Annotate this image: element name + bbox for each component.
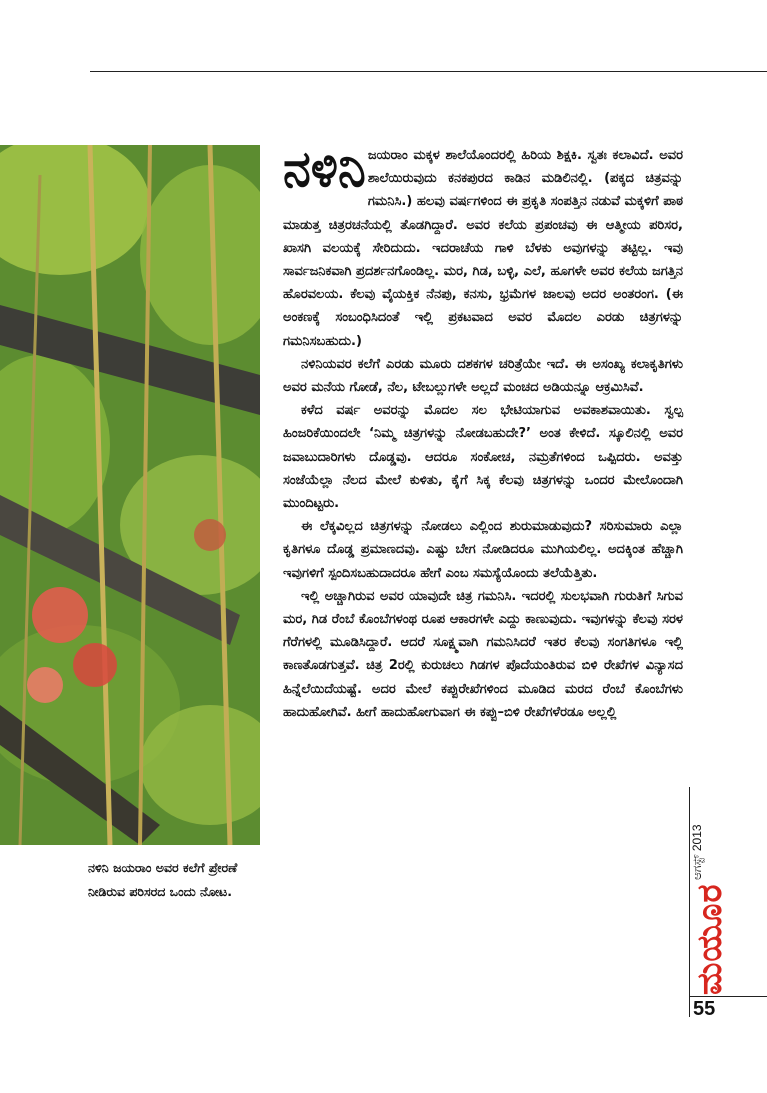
article-body xyxy=(283,140,683,724)
paragraph: ಜಯರಾಂ ಮಕ್ಕಳ ಶಾಲೆಯೊಂದರಲ್ಲಿ ಹಿರಿಯ ಶಿಕ್ಷಕಿ. ಸ್ವತಃ ಕಲಾವಿದೆ. ಅವರ ಶಾಲೆಯಿರುವುದು ಕನಕಪುರದ ಕಾಡಿನ ಮಡಿಲಿನಲ್ಲಿ. (ಪಕ್ಕದ ಚಿತ್ರವನ್ನು ಗಮನಿಸಿ.) ಹಲವು ವರ್ಷಗಳಿಂದ ಈ ಪ್ರಕೃತಿ ಸಂಪತ್ತಿನ ನಡುವೆ ಮಕ್ಕಳಿಗೆ ಪಾಠ ಮಾಡುತ್ತ ಚಿತ್ರರಚನೆಯಲ್ಲಿ ತೊಡಗಿದ್ದಾರೆ. ಅವರ ಕಲೆಯ ಪ್ರಪಂಚವು ಈ ಆತ್ಮೀಯ ಪರಿಸರ, ಖಾಸಗಿ ವಲಯಕ್ಕೆ ಸೇರಿದುದು. ಇದರಾಚೆಯ ಗಾಳಿ ಬೆಳಕು ಅವುಗಳನ್ನು ತಟ್ಟಿಲ್ಲ. ಇವು ಸಾರ್ವಜನಿಕವಾಗಿ ಪ್ರದರ್ಶನಗೊಂಡಿಲ್ಲ. ಮರ, ಗಿಡ, ಬಳ್ಳಿ, ಎಲೆ, ಹೂಗಳೇ ಅವರ ಕಲೆಯ ಜಗತ್ತಿನ ಹೊರವಲಯ. ಕೆಲವು ವೈಯಕ್ತಿಕ ನೆನಪು, ಕನಸು, ಭ್ರಮೆಗಳ ಜಾಲವು ಅದರ ಅಂತರಂಗ. (ಈ ಅಂಕಣಕ್ಕೆ ಸಂಬಂಧಿಸಿದಂತೆ ಇಲ್ಲಿ ಪ್ರಕಟವಾದ ಅವರ ಮೊದಲ ಎರಡು ಚಿತ್ರಗಳನ್ನು ಗಮನಿಸಬಹುದು.) xyxy=(283,148,683,349)
top-rule xyxy=(90,71,767,72)
issue-date: ಆಗಸ್ಟ್ 2013 xyxy=(690,824,704,880)
paragraph: ಕಳೆದ ವರ್ಷ ಅವರನ್ನು ಮೊದಲ ಸಲ ಭೇಟಿಯಾಗುವ ಅವಕಾಶವಾಯಿತು. ಸ್ವಲ್ಪ ಹಿಂಜರಿಕೆಯಿಂದಲೇ ‘ನಿಮ್ಮ ಚಿತ್ರಗಳನ್ನು ನೋಡಬಹುದೇ?’ ಅಂತ ಕೇಳಿದೆ. ಸ್ಕೂಲಿನಲ್ಲಿ ಅವರ ಜವಾಬುದಾರಿಗಳು ದೊಡ್ಡವು. ಆದರೂ ಸಂಕೋಚ, ನಮ್ರತೆಗಳಿಂದ ಒಪ್ಪಿದರು. ಅವತ್ತು ಸಂಜೆಯೆಲ್ಲಾ ನೆಲದ ಮೇಲೆ ಕುಳಿತು, ಕೈಗೆ ಸಿಕ್ಕ ಕೆಲವು ಚಿತ್ರಗಳನ್ನು ಒಂದರ ಮೇಲೊಂದಾಗಿ ಮುಂದಿಟ್ಟರು. xyxy=(283,403,683,512)
nature-photo xyxy=(0,145,260,845)
paragraph: ನಳಿನಿಯವರ ಕಲೆಗೆ ಎರಡು ಮೂರು ದಶಕಗಳ ಚರಿತ್ರೆಯೇ ಇದೆ. ಈ ಅಸಂಖ್ಯ ಕಲಾಕೃತಿಗಳು ಅವರ ಮನೆಯ ಗೋಡೆ, ನೆಲ, ಟೇಬಲ್ಲುಗಳೇ ಅಲ್ಲದೆ ಮಂಚದ ಅಡಿಯನ್ನೂ ಆಕ್ರಮಿಸಿವೆ. xyxy=(283,356,683,396)
page-number-rule xyxy=(690,996,767,997)
plants-illustration xyxy=(0,145,260,845)
magazine-sidebar xyxy=(690,800,730,1000)
magazine-logo: ಮಯೂರ xyxy=(690,883,730,995)
paragraph: ಇಲ್ಲಿ ಅಚ್ಚಾಗಿರುವ ಅವರ ಯಾವುದೇ ಚಿತ್ರ ಗಮನಿಸಿ. ಇದರಲ್ಲಿ ಸುಲಭವಾಗಿ ಗುರುತಿಗೆ ಸಿಗುವ ಮರ, ಗಿಡ ರೆಂಬೆ ಕೊಂಬೆಗಳಂಥ ರೂಪ ಆಕಾರಗಳೇ ಎದ್ದು ಕಾಣುವುದು. ಇವುಗಳನ್ನು ಕೆಲವು ಸರಳ ಗೆರೆಗಳಲ್ಲಿ ಮೂಡಿಸಿದ್ದಾರೆ. ಆದರೆ ಸೂಕ್ಷ್ಮವಾಗಿ ಗಮನಿಸಿದರೆ ಇತರ ಕೆಲವು ಸಂಗತಿಗಳೂ ಇಲ್ಲಿ ಕಾಣತೊಡಗುತ್ತವೆ. ಚಿತ್ರ 2ರಲ್ಲಿ ಕುರುಚಲು ಗಿಡಗಳ ಪೊದೆಯಂತಿರುವ ಬಿಳಿ ರೇಖೆಗಳ ವಿನ್ಯಾಸದ ಹಿನ್ನೆಲೆಯಿದೆಯಷ್ಟೆ. ಅದರ ಮೇಲೆ ಕಪ್ಪುರೇಖೆಗಳಿಂದ ಮೂಡಿದ ಮರದ ರೆಂಬೆ ಕೊಂಬೆಗಳು ಹಾದುಹೋಗಿವೆ. ಹೀಗೆ ಹಾದುಹೋಗುವಾಗ ಈ ಕಪ್ಪು–ಬಿಳಿ ರೇಖೆಗಳೆರಡೂ ಅಲ್ಲಲ್ಲಿ xyxy=(283,588,683,720)
paragraph: ಈ ಲೆಕ್ಕವಿಲ್ಲದ ಚಿತ್ರಗಳನ್ನು ನೋಡಲು ಎಲ್ಲಿಂದ ಶುರುಮಾಡುವುದು? ಸರಿಸುಮಾರು ಎಲ್ಲಾ ಕೃತಿಗಳೂ ದೊಡ್ಡ ಪ್ರಮಾಣದವು. ಎಷ್ಟು ಬೇಗ ನೋಡಿದರೂ ಮುಗಿಯಲಿಲ್ಲ. ಅದಕ್ಕಿಂತ ಹೆಚ್ಚಾಗಿ ಇವುಗಳಿಗೆ ಸ್ಪಂದಿಸಬಹುದಾದರೂ ಹೇಗೆ ಎಂಬ ಸಮಸ್ಯೆಯೊಂದು ತಲೆಯೆತ್ತಿತು. xyxy=(283,519,683,581)
photo-caption: ನಳಿನಿ ಜಯರಾಂ ಅವರ ಕಲೆಗೆ ಪ್ರೇರಣೆ ನೀಡಿರುವ ಪರಿಸರದ ಒಂದು ನೋಟ. xyxy=(88,860,238,899)
page-number: 55 xyxy=(693,998,716,1020)
drop-cap: ನಳಿನಿ xyxy=(283,140,366,198)
